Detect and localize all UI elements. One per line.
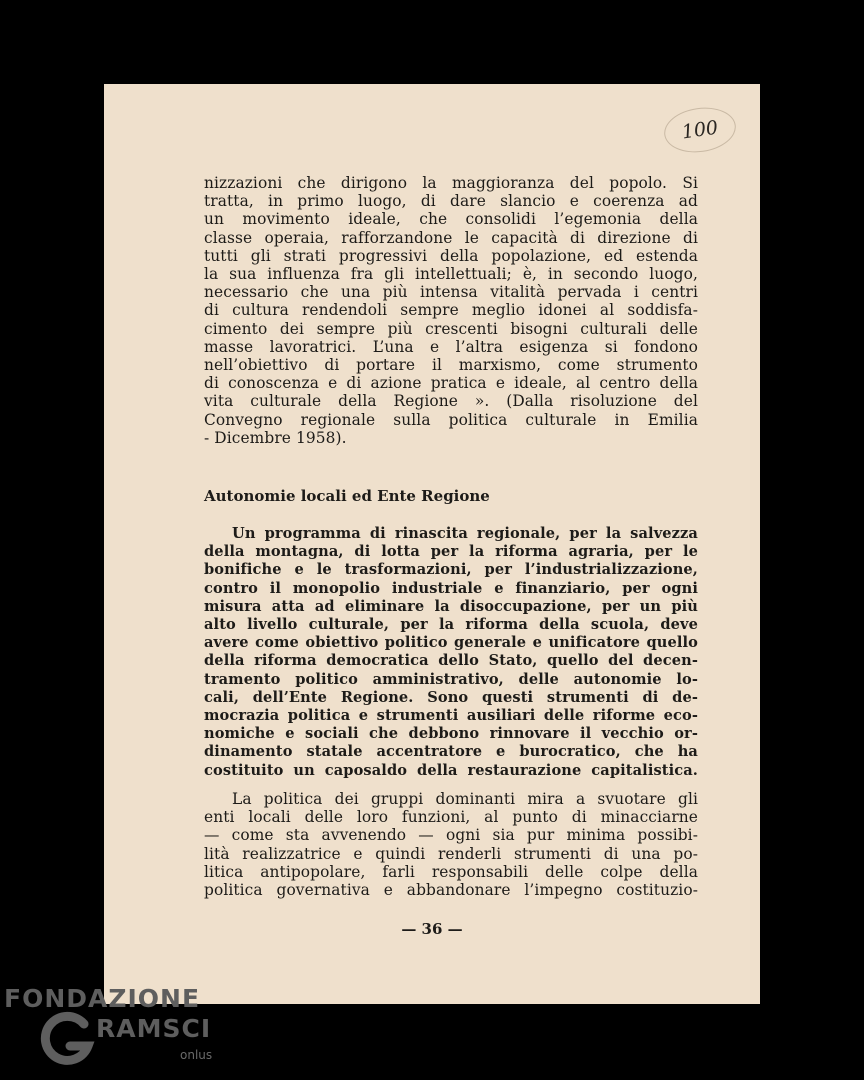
text-line: la sua influenza fra gli intellettuali; è, in secondo luogo, (204, 265, 698, 284)
paragraph-2 (204, 525, 698, 780)
watermark-line1: FONDAZIONE (4, 984, 201, 1013)
text-line: — come sta avvenendo — ogni sia pur minima possibi- (204, 826, 698, 845)
text-line: Convegno regionale sulla politica culturale in Emilia (204, 410, 698, 429)
text-line: tramento politico amministrativo, delle autonomie lo- (204, 670, 698, 688)
text-line: contro il monopolio industriale e finanziario, per ogni (204, 579, 698, 597)
watermark-line2: RAMSCI (96, 1014, 212, 1043)
text-line: litica antipopolare, farli responsabili delle colpe della (204, 862, 698, 881)
text-line: alto livello culturale, per la riforma della scuola, deve (204, 616, 698, 634)
text-line: un movimento ideale, che consolidi l’egemonia della (204, 210, 698, 229)
paragraph-3 (204, 790, 698, 899)
text-line: tratta, in primo luogo, di dare slancio e coerenza ad (204, 192, 698, 211)
handwritten-page-number: 100 (661, 103, 738, 157)
text-line: vita culturale della Regione ». (Dalla risoluzione del (204, 392, 698, 411)
text-line: nell’obiettivo di portare il marxismo, come strumento (204, 356, 698, 375)
text-line: di cultura rendendoli sempre meglio idonei al soddisfa- (204, 301, 698, 320)
text-line: Un programma di rinascita regionale, per la salvezza (232, 525, 698, 542)
text-line: costituito un caposaldo della restaurazione capitalistica. (204, 761, 698, 779)
text-line: necessario che una più intensa vitalità pervada i centri (204, 283, 698, 302)
text-line: della montagna, di lotta per la riforma agraria, per le (204, 543, 698, 561)
text-line: misura atta ad eliminare la disoccupazione, per un più (204, 597, 698, 615)
section-heading: Autonomie locali ed Ente Regione (204, 487, 490, 505)
text-line: nizzazioni che dirigono la maggioranza del popolo. Si (204, 174, 698, 192)
text-line: enti locali delle loro funzioni, al punto di minacciarne (204, 808, 698, 827)
fondazione-gramsci-watermark (4, 984, 214, 1074)
gramsci-g-logo-icon (40, 1010, 96, 1068)
text-line: avere come obiettivo politico generale e unificatore quello (204, 634, 698, 652)
text-line: lità realizzatrice e quindi renderli strumenti di una po- (204, 844, 698, 863)
text-line: di conoscenza e di azione pratica e ideale, al centro della (204, 374, 698, 393)
watermark-onlus: onlus (180, 1048, 213, 1062)
text-line: cimento dei sempre più crescenti bisogni culturali delle (204, 319, 698, 338)
text-line: - Dicembre 1958). (204, 428, 347, 447)
text-line: politica governativa e abbandonare l’impegno costituzio- (204, 881, 698, 900)
text-line: masse lavoratrici. L’una e l’altra esigenza si fondono (204, 337, 698, 356)
text-line: mocrazia politica e strumenti ausiliari delle riforme eco- (204, 707, 698, 725)
page-number: — 36 — (401, 920, 463, 938)
text-line: nomiche e sociali che debbono rinnovare il vecchio or- (204, 725, 698, 743)
text-line: La politica dei gruppi dominanti mira a svuotare gli (232, 790, 698, 808)
text-line: della riforma democratica dello Stato, quello del decen- (204, 652, 698, 670)
text-line: tutti gli strati progressivi della popolazione, ed estenda (204, 246, 698, 265)
text-line: classe operaia, rafforzandone le capacità di direzione di (204, 228, 698, 247)
paragraph-1 (204, 174, 698, 447)
text-line: dinamento statale accentratore e burocratico, che ha (204, 743, 698, 761)
text-line: cali, dell’Ente Regione. Sono questi strumenti di de- (204, 688, 698, 706)
text-line: bonifiche e le trasformazioni, per l’industrializzazione, (204, 561, 698, 579)
scanned-page (104, 84, 760, 1004)
